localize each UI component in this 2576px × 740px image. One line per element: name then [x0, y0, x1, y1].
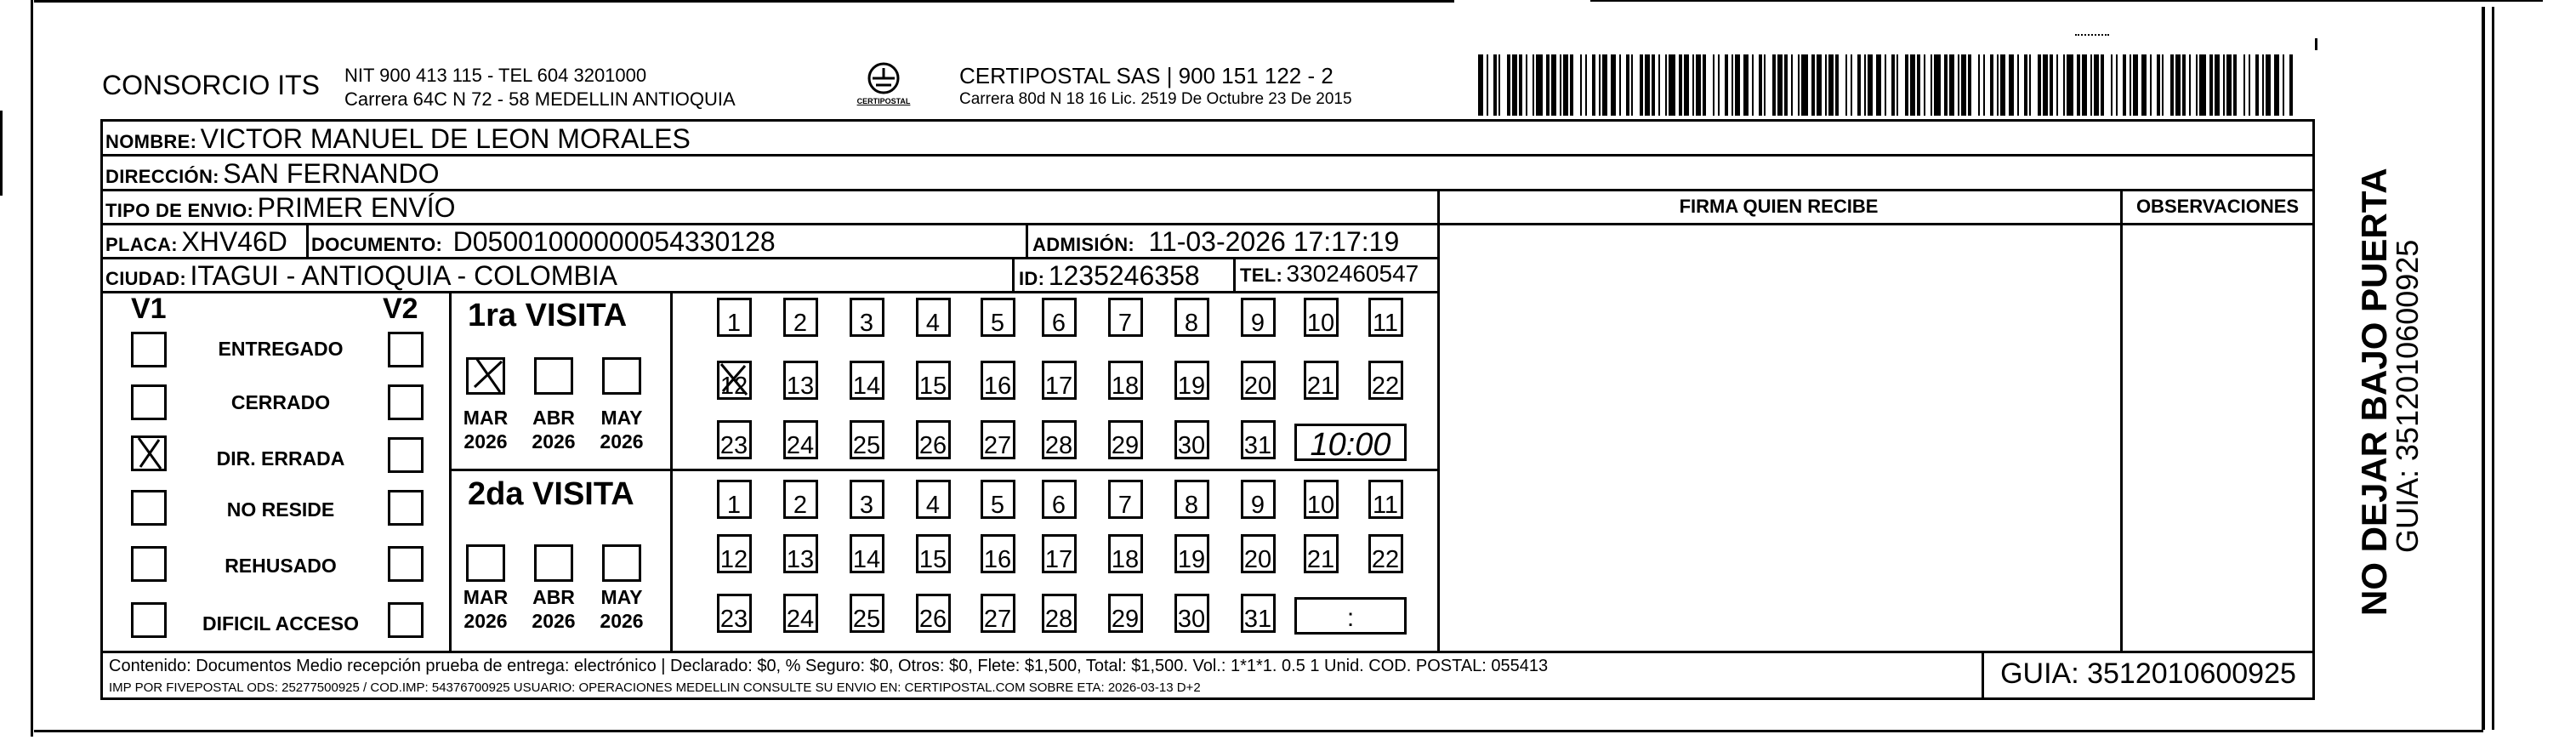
- tel-label: TEL:: [1240, 265, 1283, 286]
- visit2-day-14[interactable]: 14: [845, 536, 888, 578]
- reason-label: ENTREGADO: [218, 338, 344, 360]
- reason-label: REHUSADO: [225, 555, 337, 577]
- visit2-month-may-checkbox[interactable]: [602, 544, 641, 582]
- visit1-day-30[interactable]: 30: [1170, 422, 1213, 464]
- v2-checkbox-no-reside[interactable]: [388, 490, 424, 526]
- barcode-bar: [2283, 54, 2284, 116]
- visit1-month-label: MAR 2026: [463, 407, 509, 453]
- visit2-day-29[interactable]: 29: [1104, 595, 1146, 638]
- visit1-day-31[interactable]: 31: [1237, 422, 1279, 464]
- barcode-bar: [1828, 54, 1834, 116]
- barcode-bar: [2000, 54, 2005, 116]
- visit2-day-31[interactable]: 31: [1237, 595, 1279, 638]
- barcode-bar: [1735, 54, 1740, 116]
- barcode-bar: [2266, 54, 2271, 116]
- barcode-bar: [1645, 54, 1650, 116]
- company-name: CONSORCIO ITS: [102, 70, 321, 100]
- recipient-tel: 3302460547: [1286, 260, 1419, 287]
- barcode-bar: [1845, 54, 1847, 116]
- barcode-bar: [1640, 54, 1643, 116]
- barcode-bar: [2262, 54, 2264, 116]
- visit2-day-6[interactable]: 6: [1038, 481, 1080, 524]
- barcode-bar: [1611, 54, 1616, 116]
- scan-dots: [2075, 34, 2109, 37]
- visit1-month-may-checkbox[interactable]: [602, 357, 641, 395]
- id-cell: [1019, 260, 1200, 292]
- barcode-bar: [1905, 54, 1908, 116]
- document-number: D05001000000054330128: [452, 226, 776, 257]
- col-divider: [670, 291, 673, 652]
- barcode-bar: [1743, 54, 1749, 116]
- barcode-bar: [1703, 54, 1706, 116]
- visit1-month-abr-checkbox[interactable]: [534, 357, 573, 395]
- visit2-day-17[interactable]: 17: [1038, 536, 1080, 578]
- barcode-bar: [1759, 54, 1762, 116]
- col-divider: [1026, 223, 1028, 257]
- barcode-bar: [1885, 54, 1886, 116]
- barcode-bar: [1910, 54, 1915, 116]
- carrier-line-2: Carrera 80d N 18 16 Lic. 2519 De Octubre 23 De 2015: [959, 90, 1352, 108]
- scan-edge-top-right: [1590, 0, 2543, 2]
- barcode-bar: [1718, 54, 1720, 116]
- barcode-bar: [1585, 54, 1587, 116]
- visit2-day-5[interactable]: 5: [976, 481, 1019, 524]
- barcode-bar: [1961, 54, 1966, 116]
- ship-type: PRIMER ENVÍO: [257, 192, 456, 223]
- visit2-day-4[interactable]: 4: [912, 481, 954, 524]
- barcode-bar: [1631, 54, 1633, 116]
- barcode-bar: [1752, 54, 1754, 116]
- scan-edge-right-outer: [2492, 7, 2494, 730]
- recipient-name: VICTOR MANUEL DE LEON MORALES: [200, 123, 691, 154]
- barcode-bar: [1487, 54, 1488, 116]
- signature-header: FIRMA QUIEN RECIBE: [1679, 196, 1879, 217]
- visit2-day-8[interactable]: 8: [1170, 481, 1213, 524]
- city-cell: [105, 260, 617, 292]
- barcode-bar: [2249, 54, 2250, 116]
- visit1-day-3[interactable]: 3: [845, 299, 888, 342]
- visit1-day-4[interactable]: 4: [912, 299, 954, 342]
- visit2-month-label: MAY 2026: [600, 586, 644, 632]
- handwritten-x-mark-icon: [134, 436, 166, 470]
- v2-checkbox-dir-errada[interactable]: [388, 437, 424, 473]
- footer-contents: Contenido: Documentos Medio recepción prueba de entrega: electrónico | Declarado: $0, % Seguro: $0, Otros: $0, Flete: $1,500, Total: $1,500. Vol.: 1*1*1. 0.5 1 Unid. COD. POSTAL: 055413: [109, 657, 1549, 675]
- barcode-bar: [2017, 54, 2019, 116]
- visit2-day-11[interactable]: 11: [1364, 481, 1407, 524]
- barcode-bar: [1599, 54, 1601, 116]
- barcode-bar: [1658, 54, 1660, 116]
- visit1-day-15[interactable]: 15: [912, 362, 954, 405]
- barcode-bar: [1784, 54, 1788, 116]
- name-label: NOMBRE:: [105, 131, 197, 152]
- barcode-bar: [1560, 54, 1561, 116]
- barcode-bar: [2077, 54, 2080, 116]
- barcode-bar: [2274, 54, 2279, 116]
- barcode-bar: [2223, 54, 2225, 116]
- visit1-day-6[interactable]: 6: [1038, 299, 1080, 342]
- side-guide-number: GUIA: 3512010600925: [2390, 239, 2425, 553]
- visit1-day-9[interactable]: 9: [1237, 299, 1279, 342]
- row-divider: [449, 469, 1439, 471]
- company-line-1: NIT 900 413 115 - TEL 604 3201000: [344, 65, 647, 86]
- address-row: [105, 158, 439, 190]
- visit1-day-22[interactable]: 22: [1364, 362, 1407, 405]
- visit2-day-23[interactable]: 23: [713, 595, 755, 638]
- barcode-bar: [2024, 54, 2027, 116]
- barcode-bar: [2043, 54, 2048, 116]
- visit1-day-2[interactable]: 2: [779, 299, 822, 342]
- barcode-bar: [1696, 54, 1701, 116]
- barcode-bar: [1592, 54, 1595, 116]
- visit2-month-label: ABR 2026: [532, 586, 576, 632]
- barcode-bar: [1536, 54, 1543, 116]
- visit1-day-21[interactable]: 21: [1299, 362, 1342, 405]
- visit2-day-18[interactable]: 18: [1104, 536, 1146, 578]
- barcode-bar: [2133, 54, 2138, 116]
- v2-label: V2: [383, 293, 418, 325]
- plate-cell: [105, 226, 287, 258]
- city-label: CIUDAD:: [105, 268, 186, 289]
- city: ITAGUI - ANTIOQUIA - COLOMBIA: [190, 260, 618, 291]
- v1-checkbox-dificil-acceso[interactable]: [131, 602, 167, 638]
- visit1-day-24[interactable]: 24: [779, 422, 822, 464]
- barcode-bar: [2233, 54, 2237, 116]
- visit2-day-13[interactable]: 13: [779, 536, 822, 578]
- barcode-bar: [1990, 54, 1993, 116]
- barcode-bar: [1891, 54, 1895, 116]
- barcode-bar: [2009, 54, 2014, 116]
- visit1-day-5[interactable]: 5: [976, 299, 1019, 342]
- visit2-day-2[interactable]: 2: [779, 481, 822, 524]
- visit1-title: 1ra VISITA: [468, 298, 628, 333]
- v2-checkbox-cerrado[interactable]: [388, 384, 424, 420]
- barcode-bar: [1864, 54, 1866, 116]
- visit1-day-16[interactable]: 16: [976, 362, 1019, 405]
- visit1-day-29[interactable]: 29: [1104, 422, 1146, 464]
- barcode-bar: [2175, 54, 2181, 116]
- visit1-month-label: ABR 2026: [532, 407, 576, 453]
- v1-checkbox-entregado[interactable]: [131, 332, 167, 367]
- barcode-bar: [1652, 54, 1655, 116]
- col-divider: [1437, 189, 1440, 652]
- visit1-day-20[interactable]: 20: [1237, 362, 1279, 405]
- barcode-bar: [2063, 54, 2065, 116]
- barcode-bar: [1570, 54, 1573, 116]
- barcode-bar: [1997, 54, 1999, 116]
- visit2-day-15[interactable]: 15: [912, 536, 954, 578]
- barcode-bar: [2182, 54, 2186, 116]
- scan-edge-right: [2482, 7, 2485, 730]
- carrier-line-1: CERTIPOSTAL SAS | 900 151 122 - 2: [959, 63, 1333, 88]
- barcode-bar: [1798, 54, 1800, 116]
- admission-label: ADMISIÓN:: [1032, 234, 1135, 255]
- scan-edge-left: [0, 111, 3, 196]
- barcode-bar: [1934, 54, 1941, 116]
- visit1-day-27[interactable]: 27: [976, 422, 1019, 464]
- barcode-bar: [1512, 54, 1517, 116]
- barcode-bar: [2111, 54, 2113, 116]
- barcode-bar: [1665, 54, 1667, 116]
- barcode-bar: [1983, 54, 1985, 116]
- barcode-bar: [1851, 54, 1852, 116]
- visit1-day-11[interactable]: 11: [1364, 299, 1407, 342]
- visit2-day-26[interactable]: 26: [912, 595, 954, 638]
- barcode-bar: [1478, 54, 1483, 116]
- barcode-bar: [1949, 54, 1954, 116]
- visit1-day-17[interactable]: 17: [1038, 362, 1080, 405]
- visit2-day-27[interactable]: 27: [976, 595, 1019, 638]
- barcode-bar: [1876, 54, 1881, 116]
- visit2-day-30[interactable]: 30: [1170, 595, 1213, 638]
- barcode-bar: [2141, 54, 2147, 116]
- barcode-bar: [1777, 54, 1783, 116]
- barcode-bar: [1896, 54, 1898, 116]
- barcode-bar: [1825, 54, 1827, 116]
- barcode-bar: [1669, 54, 1675, 116]
- visit1-day-13[interactable]: 13: [779, 362, 822, 405]
- barcode-bar: [2255, 54, 2259, 116]
- col-divider: [449, 291, 452, 652]
- visit2-day-21[interactable]: 21: [1299, 536, 1342, 578]
- recipient-id: 1235246358: [1048, 260, 1200, 291]
- visit2-day-25[interactable]: 25: [845, 595, 888, 638]
- ship-type-label: TIPO DE ENVIO:: [105, 200, 254, 221]
- observations-header: OBSERVACIONES: [2135, 196, 2300, 217]
- barcode-bar: [2215, 54, 2220, 116]
- barcode-bar: [2123, 54, 2126, 116]
- barcode-bar: [1692, 54, 1694, 116]
- barcode-bar: [2196, 54, 2198, 116]
- reason-label: NO RESIDE: [226, 498, 335, 521]
- plate-label: PLACA:: [105, 234, 178, 255]
- handwritten-x-mark-icon: [714, 359, 753, 398]
- visit2-day-24[interactable]: 24: [779, 595, 822, 638]
- barcode-bar: [1917, 54, 1920, 116]
- footer-guide-number: GUIA: 3512010600925: [2000, 657, 2296, 690]
- visit2-month-label: MAR 2026: [463, 586, 509, 632]
- visit2-month-abr-checkbox[interactable]: [534, 544, 573, 582]
- visit2-day-22[interactable]: 22: [1364, 536, 1407, 578]
- barcode-bar: [1684, 54, 1689, 116]
- plate: XHV46D: [181, 226, 287, 257]
- barcode-bar: [1857, 54, 1861, 116]
- visit2-day-20[interactable]: 20: [1237, 536, 1279, 578]
- v2-checkbox-rehusado[interactable]: [388, 546, 424, 582]
- ship-type-row: [105, 192, 455, 224]
- barcode-bar: [1526, 54, 1527, 116]
- v1-checkbox-no-reside[interactable]: [131, 490, 167, 526]
- visit1-day-28[interactable]: 28: [1038, 422, 1080, 464]
- barcode-bar: [2094, 54, 2099, 116]
- barcode-bar: [1493, 54, 1497, 116]
- barcode-bar: [2162, 54, 2164, 116]
- v1-label: V1: [131, 293, 167, 325]
- barcode-bar: [1679, 54, 1682, 116]
- visit1-day-8[interactable]: 8: [1170, 299, 1213, 342]
- tel-cell: [1240, 260, 1419, 287]
- barcode-bar: [2050, 54, 2053, 116]
- form-left-border: [31, 0, 33, 737]
- visit1-day-19[interactable]: 19: [1170, 362, 1213, 405]
- barcode-bar: [2082, 54, 2087, 116]
- barcode-bar: [1551, 54, 1556, 116]
- barcode-bar: [1978, 54, 1980, 116]
- barcode-bar: [1519, 54, 1522, 116]
- barcode-bar: [2189, 54, 2191, 116]
- barcode-bar: [2130, 54, 2131, 116]
- admission-datetime: 11-03-2026 17:17:19: [1148, 226, 1400, 257]
- barcode-bar: [2038, 54, 2041, 116]
- col-divider: [1233, 257, 1236, 291]
- side-warning: NO DEJAR BAJO PUERTA: [2354, 168, 2394, 616]
- name-row: [105, 123, 691, 155]
- barcode-bar: [2226, 54, 2232, 116]
- visit1-month-label: MAY 2026: [600, 407, 644, 453]
- company-line-2: Carrera 64C N 72 - 58 MEDELLIN ANTIOQUIA: [344, 88, 736, 110]
- visit2-day-1[interactable]: 1: [713, 481, 755, 524]
- barcode-bar: [2150, 54, 2152, 116]
- barcode-bar: [1713, 54, 1714, 116]
- barcode-bar: [2199, 54, 2206, 116]
- barcode-bar: [1764, 54, 1766, 116]
- reason-label: DIFICIL ACCESO: [202, 612, 359, 635]
- visit1-month-mar-checkbox[interactable]: [466, 357, 505, 395]
- visit1-day-25[interactable]: 25: [845, 422, 888, 464]
- scan-mark: [2315, 38, 2317, 50]
- v1-checkbox-cerrado[interactable]: [131, 384, 167, 420]
- row-divider: [1437, 223, 2315, 225]
- visit2-title: 2da VISITA: [468, 476, 634, 512]
- barcode-bar: [2056, 54, 2058, 116]
- visit1-day-26[interactable]: 26: [912, 422, 954, 464]
- visit2-month-mar-checkbox[interactable]: [466, 544, 505, 582]
- visit1-day-7[interactable]: 7: [1104, 299, 1146, 342]
- barcode-bar: [1533, 54, 1534, 116]
- visit2-day-12[interactable]: 12: [713, 536, 755, 578]
- barcode-bar: [1835, 54, 1839, 116]
- barcode-bar: [1772, 54, 1776, 116]
- barcode-bar: [1563, 54, 1568, 116]
- visit2-day-16[interactable]: 16: [976, 536, 1019, 578]
- barcode-bar: [1931, 54, 1932, 116]
- visit1-day-14[interactable]: 14: [845, 362, 888, 405]
- v1-checkbox-rehusado[interactable]: [131, 546, 167, 582]
- visit2-day-28[interactable]: 28: [1038, 595, 1080, 638]
- v2-checkbox-entregado[interactable]: [388, 332, 424, 367]
- visit1-day-1[interactable]: 1: [713, 299, 755, 342]
- visit1-day-10[interactable]: 10: [1299, 299, 1342, 342]
- visit2-day-3[interactable]: 3: [845, 481, 888, 524]
- barcode-bar: [1619, 54, 1621, 116]
- visit2-day-9[interactable]: 9: [1237, 481, 1279, 524]
- col-divider: [306, 223, 309, 257]
- scan-edge-bottom: [34, 730, 2483, 732]
- visit2-day-7[interactable]: 7: [1104, 481, 1146, 524]
- barcode-bar: [1811, 54, 1815, 116]
- reason-label: DIR. ERRADA: [216, 447, 345, 470]
- v1-checkbox-dir-errada[interactable]: [131, 435, 167, 471]
- barcode-bar: [2170, 54, 2174, 116]
- barcode-bar: [2101, 54, 2104, 116]
- barcode-bar: [1968, 54, 1971, 116]
- barcode-bar: [2289, 54, 2293, 116]
- barcode: [1478, 54, 2293, 116]
- footer-imp: IMP POR FIVEPOSTAL ODS: 25277500925 / COD.IMP: 54376700925 USUARIO: OPERACIONES MEDELLIN CONSULTE SU ENVIO EN: CERTIPOSTAL.COM SOBRE ETA: 2026-03-13 D+2: [109, 680, 1201, 695]
- id-label: ID:: [1019, 268, 1045, 289]
- barcode-bar: [1791, 54, 1793, 116]
- barcode-bar: [1498, 54, 1500, 116]
- document-cell: [311, 226, 776, 258]
- visit2-time-field[interactable]: :: [1294, 597, 1407, 635]
- barcode-bar: [2243, 54, 2245, 116]
- scan-edge-top: [34, 0, 1454, 3]
- logo-text: CERTIPOSTAL: [856, 97, 911, 105]
- barcode-bar: [1944, 54, 1948, 116]
- visit1-day-12[interactable]: 12: [713, 362, 755, 405]
- col-divider: [1012, 257, 1015, 291]
- barcode-bar: [1580, 54, 1582, 116]
- barcode-bar: [1801, 54, 1808, 116]
- visit2-day-10[interactable]: 10: [1299, 481, 1342, 524]
- barcode-bar: [1732, 54, 1733, 116]
- handwritten-x-mark-icon: [466, 355, 505, 394]
- barcode-bar: [2116, 54, 2118, 116]
- barcode-bar: [2090, 54, 2092, 116]
- admission-cell: [1032, 226, 1399, 258]
- barcode-bar: [1546, 54, 1550, 116]
- col-divider: [2120, 189, 2123, 652]
- barcode-bar: [2067, 54, 2073, 116]
- reason-label: CERRADO: [230, 391, 331, 413]
- visit1-day-23[interactable]: 23: [713, 422, 755, 464]
- document-label: DOCUMENTO:: [311, 234, 443, 255]
- barcode-bar: [1626, 54, 1629, 116]
- barcode-bar: [2157, 54, 2160, 116]
- barcode-bar: [1817, 54, 1822, 116]
- barcode-bar: [1868, 54, 1873, 116]
- row-divider: [1437, 189, 2315, 191]
- barcode-bar: [2029, 54, 2031, 116]
- recipient-address: SAN FERNANDO: [223, 158, 440, 189]
- barcode-bar: [1602, 54, 1607, 116]
- visit1-time-field[interactable]: 10:00: [1294, 424, 1407, 461]
- visit1-day-18[interactable]: 18: [1104, 362, 1146, 405]
- barcode-bar: [1924, 54, 1925, 116]
- certipostal-logo: [857, 61, 910, 112]
- barcode-bar: [1958, 54, 1959, 116]
- v2-checkbox-dificil-acceso[interactable]: [388, 602, 424, 638]
- address-label: DIRECCIÓN:: [105, 166, 219, 187]
- barcode-bar: [2209, 54, 2213, 116]
- visit2-day-19[interactable]: 19: [1170, 536, 1213, 578]
- barcode-bar: [1507, 54, 1510, 116]
- barcode-bar: [1725, 54, 1728, 116]
